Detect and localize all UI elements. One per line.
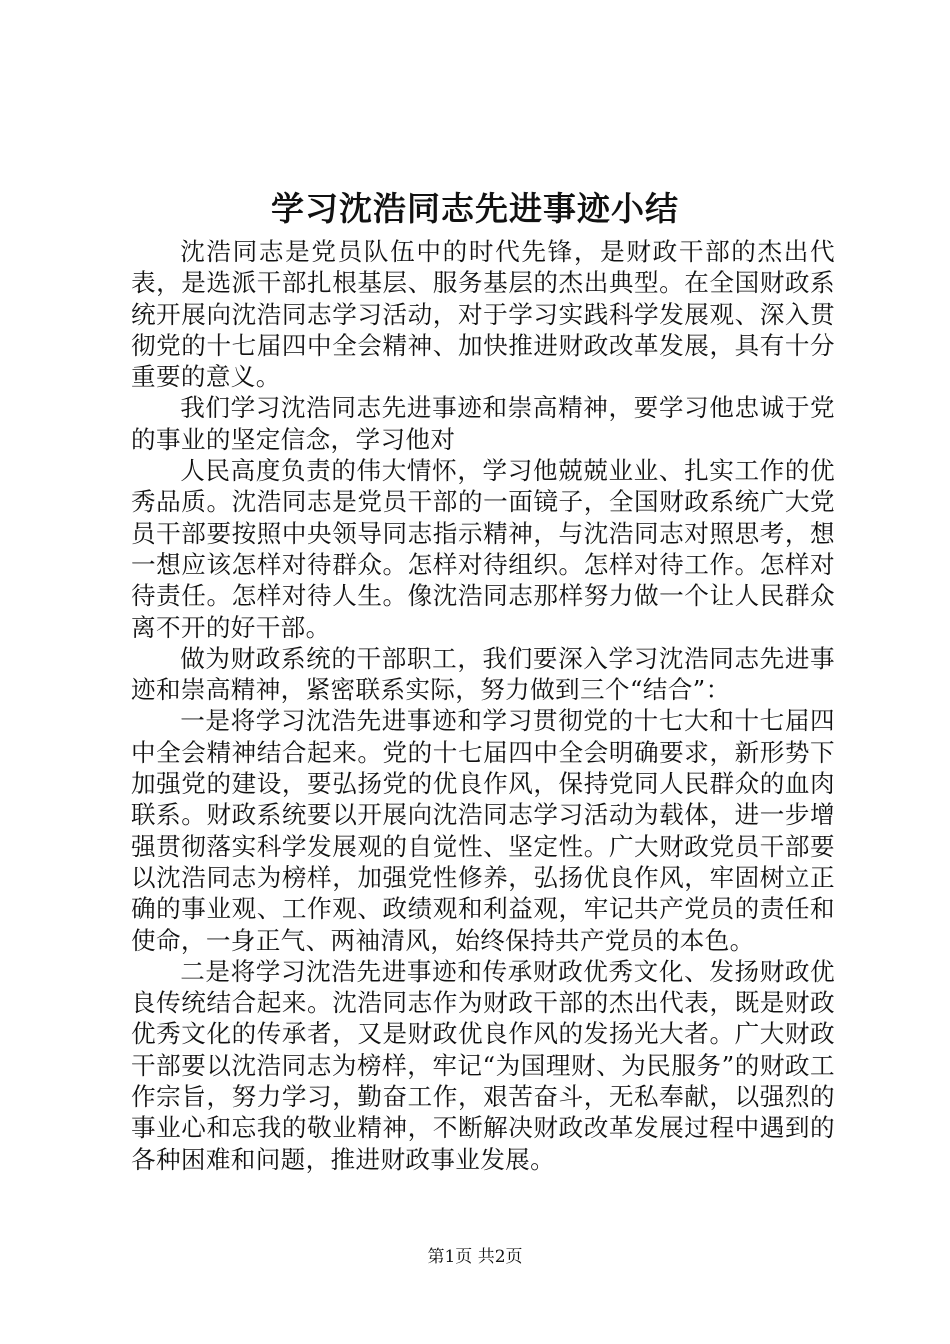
paragraph-1: 沈浩同志是党员队伍中的时代先锋，是财政干部的杰出代表，是选派干部扎根基层、服务基层的杰出典型。在全国财政系统开展向沈浩同志学习活动，对于学习实践科学发展观、深入贯彻党的十七届四中全会精神、加快推进财政改革发展，具有十分重要的意义。	[131, 237, 835, 392]
paragraph-3: 人民高度负责的伟大情怀，学习他兢兢业业、扎实工作的优秀品质。沈浩同志是党员干部的一面镜子，全国财政系统广大党员干部要按照中央领导同志指示精神，与沈浩同志对照思考，想一想应该怎样对待群众。怎样对待组织。怎样对待工作。怎样对待责任。怎样对待人生。像沈浩同志那样努力做一个让人民群众离不开的好干部。	[131, 456, 835, 642]
paragraph-2: 我们学习沈浩同志先进事迹和崇高精神，要学习他忠诚于党的事业的坚定信念，学习他对	[131, 393, 835, 454]
document-title: 学习沈浩同志先进事迹小结	[271, 189, 679, 228]
document-body	[131, 236, 835, 1175]
paragraph-6: 二是将学习沈浩先进事迹和传承财政优秀文化、发扬财政优良传统结合起来。沈浩同志作为财政干部的杰出代表，既是财政优秀文化的传承者，又是财政优良作风的发扬光大者。广大财政干部要以沈浩同志为榜样，牢记“为国理财、为民服务”的财政工作宗旨，努力学习，勤奋工作，艰苦奋斗，无私奉献，以强烈的事业心和忘我的敬业精神，不断解决财政改革发展过程中遇到的各种困难和问题，推进财政事业发展。	[131, 956, 835, 1174]
page-footer: 第1页 共2页	[427, 1247, 523, 1267]
paragraph-4: 做为财政系统的干部职工，我们要深入学习沈浩同志先进事迹和崇高精神，紧密联系实际，努力做到三个“结合”：	[131, 643, 835, 705]
paragraph-5: 一是将学习沈浩先进事迹和学习贯彻党的十七大和十七届四中全会精神结合起来。党的十七届四中全会明确要求，新形势下加强党的建设，要弘扬党的优良作风，保持党同人民群众的血肉联系。财政系统要以开展向沈浩同志学习活动为载体，进一步增强贯彻落实科学发展观的自觉性、坚定性。广大财政党员干部要以沈浩同志为榜样，加强党性修养，弘扬优良作风，牢固树立正确的事业观、工作观、政绩观和利益观，牢记共产党员的责任和使命，一身正气、两袖清风，始终保持共产党员的本色。	[131, 706, 835, 955]
